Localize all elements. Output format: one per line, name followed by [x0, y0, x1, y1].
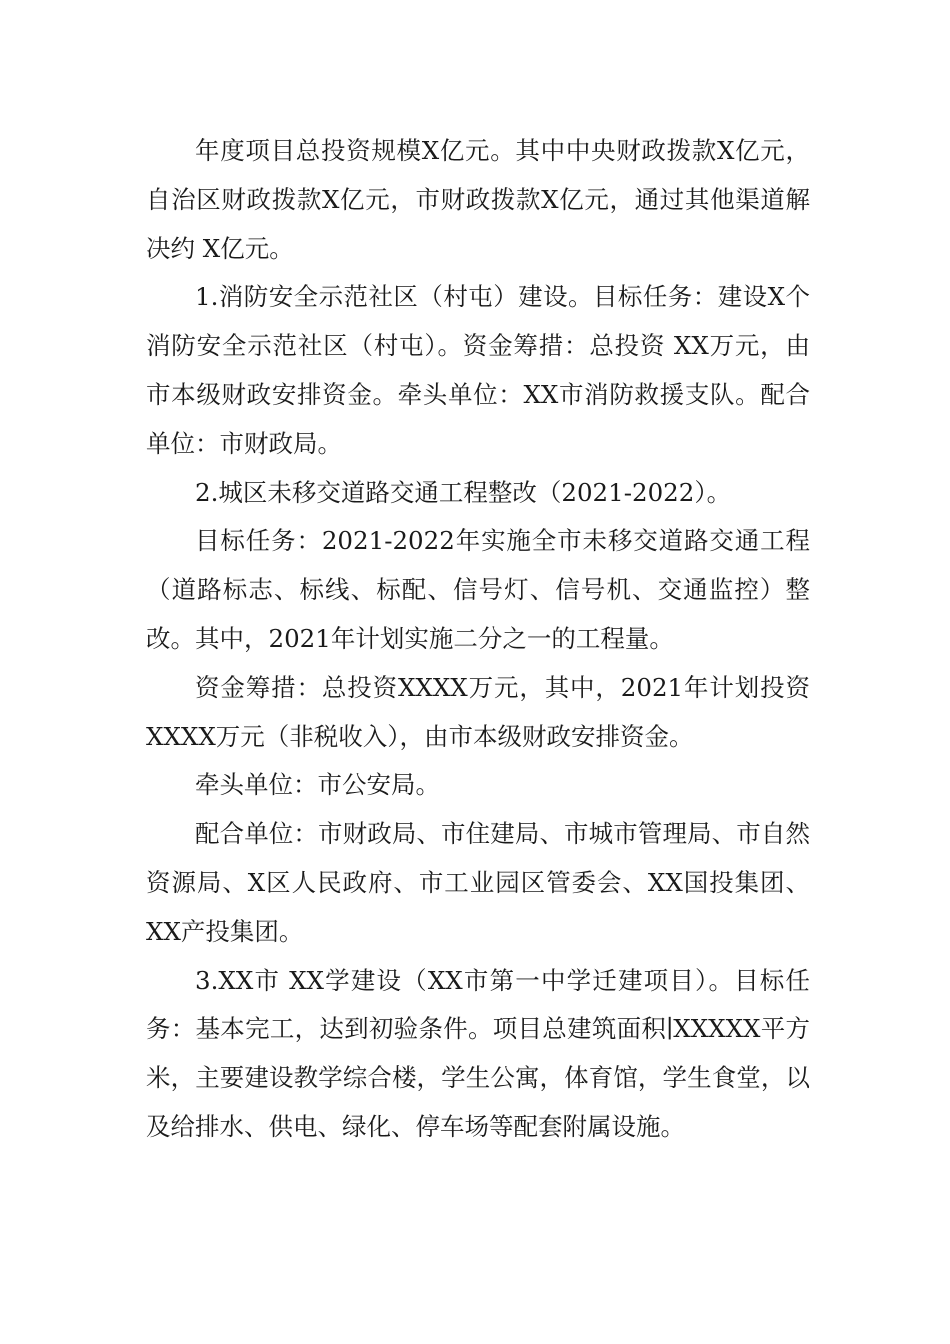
paragraph-road-traffic-partners: 配合单位：市财政局、市住建局、市城市管理局、市自然资源局、X区人民政府、市工业园区管委会、XX国投集团、 XX产投集团。 — [146, 819, 818, 946]
paragraph-road-traffic-target: 目标任务：2021-2022年实施全市未移交道路交通工程（道路标志、标线、标配、信号灯、信号机、交通监控）整改。其中，2021年计划实施二分之一的工程量。 — [146, 526, 810, 653]
paragraph-fire-safety-community: 1.消防安全示范社区（村屯）建设。目标任务：建设X个消防安全示范社区（村屯）。资金筹措：总投资 XX万元，由市本级财政安排资金。牵头单位：XX市消防救援支队。配合单位：市财政局。 — [146, 282, 810, 458]
paragraph-school-construction: 3.XX市 XX学建设（XX市第一中学迁建项目）。目标任务：基本完工，达到初验条件。项目总建筑面积∣XXXXX平方米，主要建设教学综合楼，学生公寓，体育馆，学生食堂，以及给排水、供电、绿化、停车场等配套附属设施。 — [146, 965, 810, 1141]
paragraph-road-traffic-lead: 牵头单位：市公安局。 — [195, 770, 440, 800]
document-body — [146, 127, 818, 1152]
paragraph-road-traffic-funding: 资金筹措：总投资XXXX万元，其中，2021年计划投资 XXXX万元（非税收入），由市本级财政安排资金。 — [146, 672, 818, 751]
paragraph-investment-scale: 年度项目总投资规模X亿元。其中中央财政拨款X亿元，自治区财政拨款X亿元，市财政拨款X亿元，通过其他渠道解决约 X亿元。 — [146, 136, 810, 263]
paragraph-road-traffic-heading: 2.城区未移交道路交通工程整改（2021-2022）。 — [195, 477, 732, 507]
